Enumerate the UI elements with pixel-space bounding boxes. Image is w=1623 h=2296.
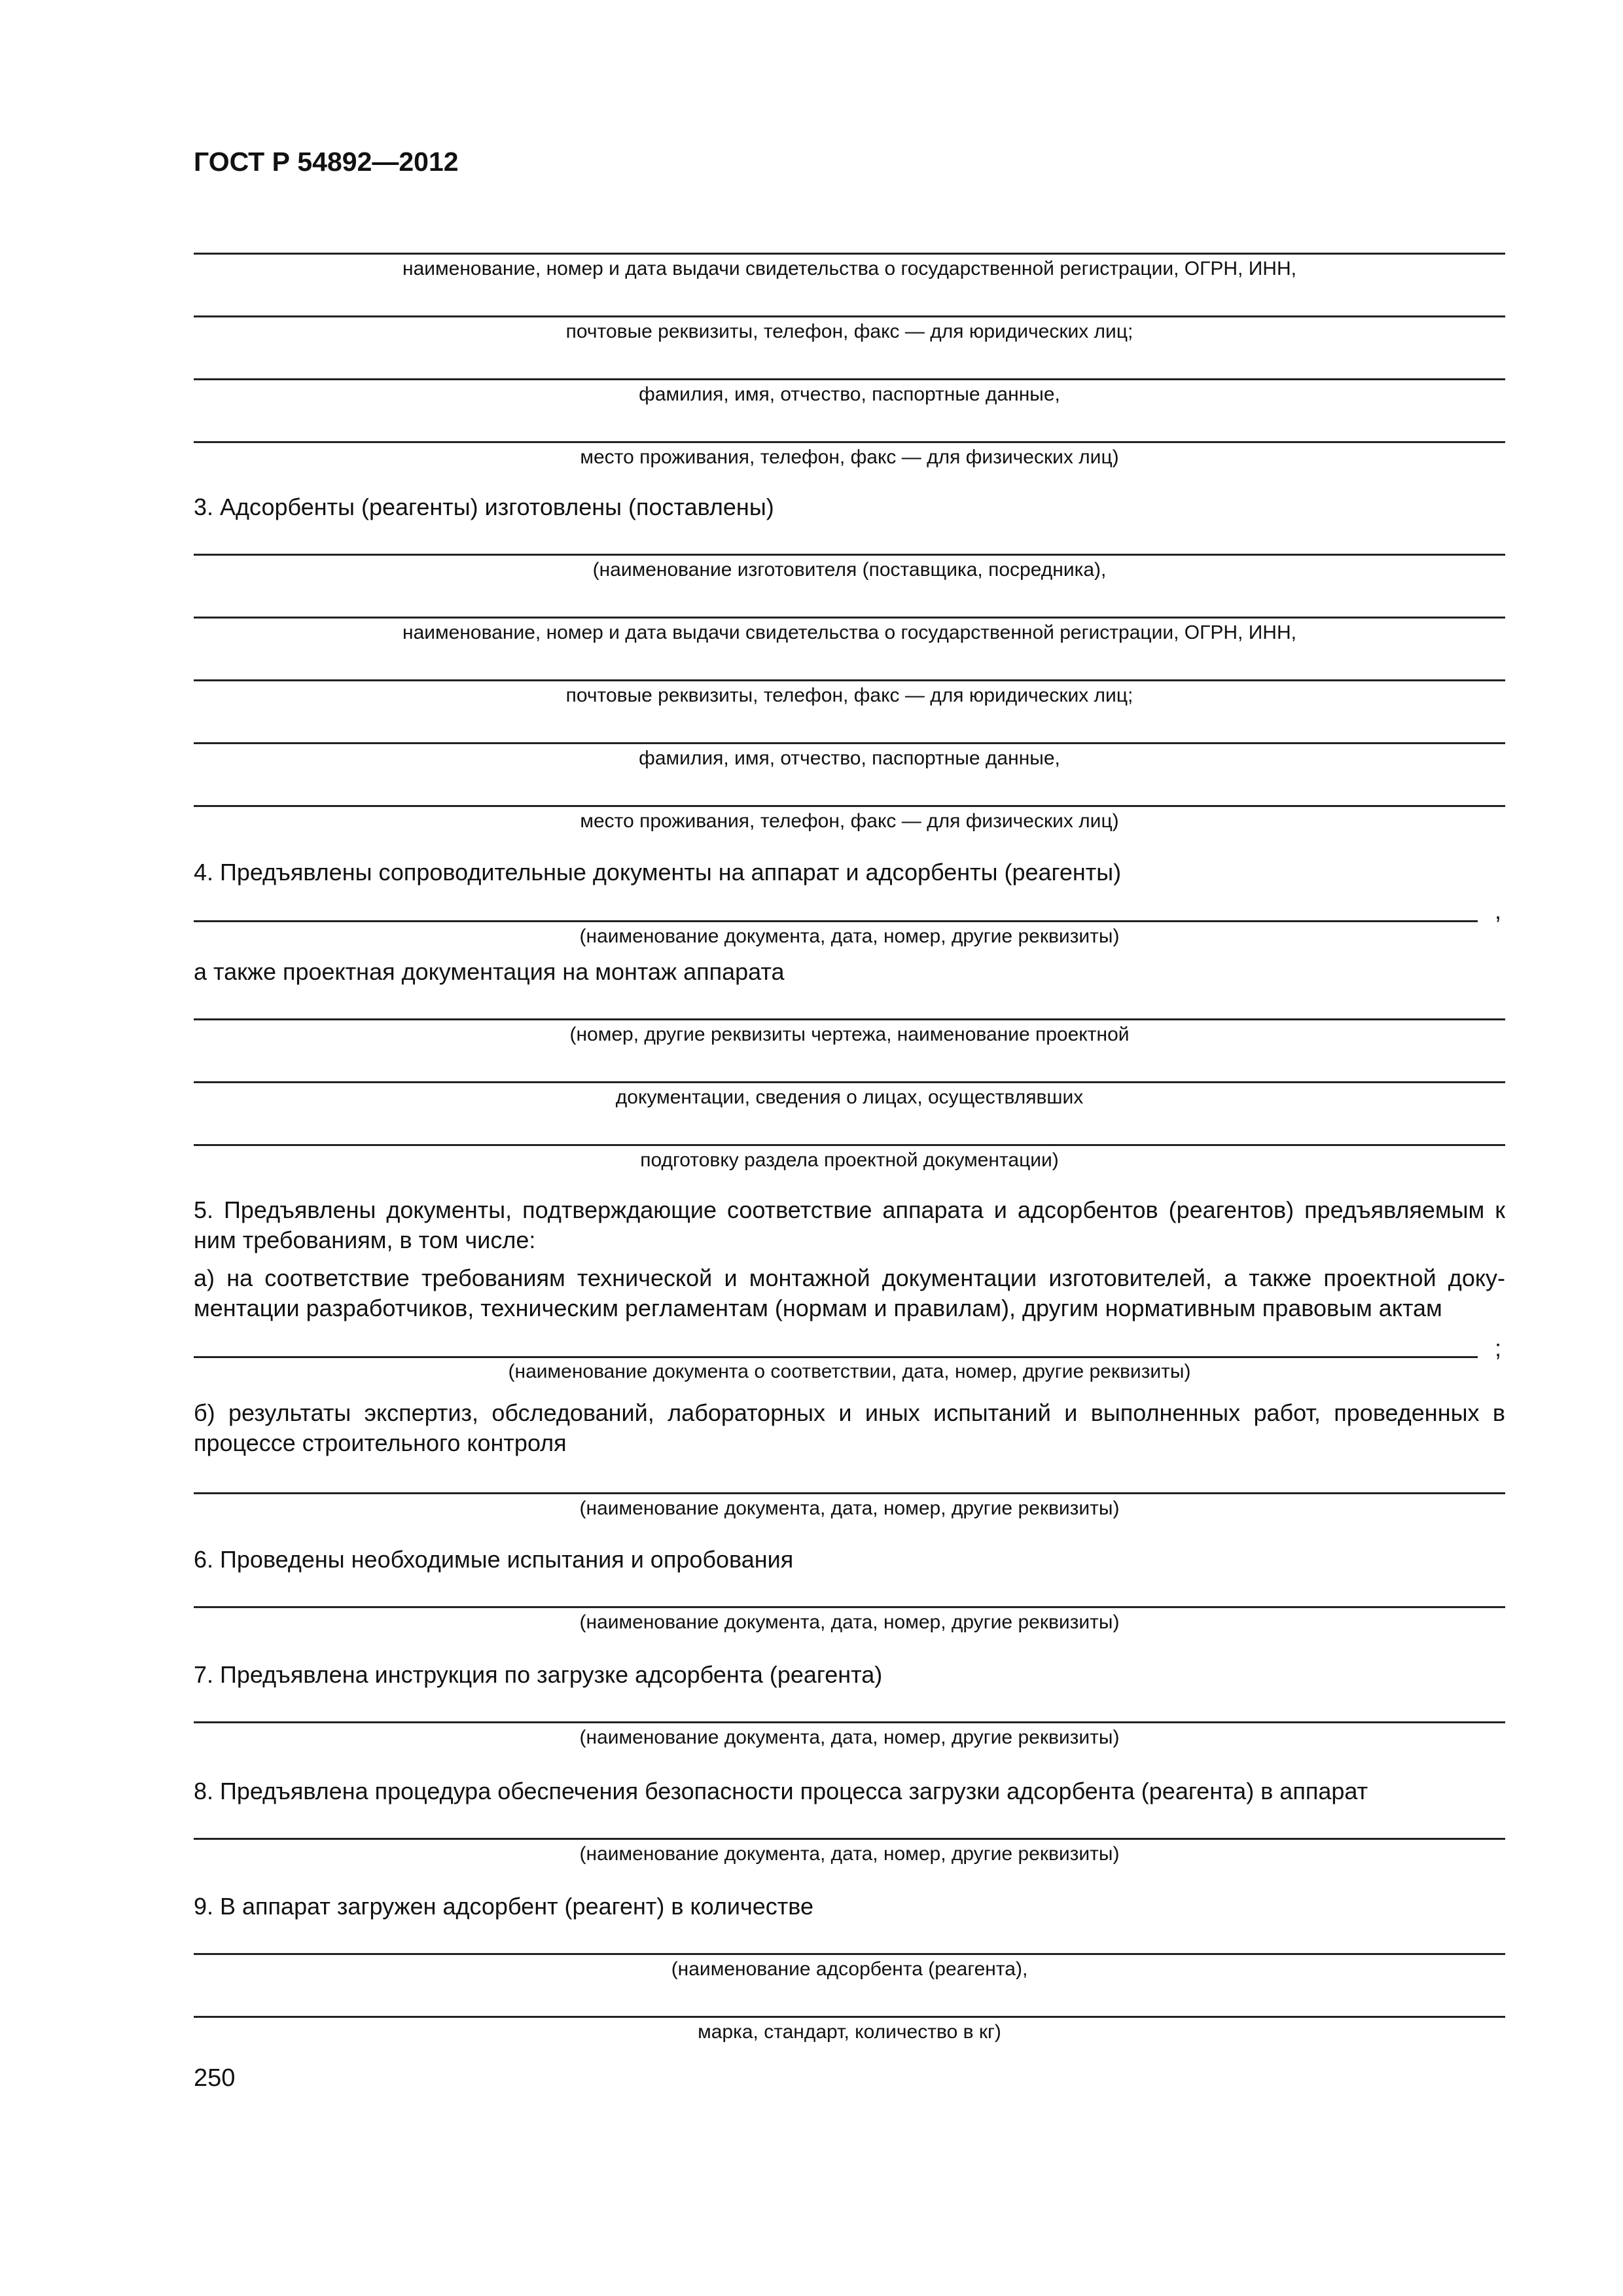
- fill-line[interactable]: [194, 378, 1505, 380]
- section-4-text-2: а также проектная документация на монтаж аппарата: [194, 958, 785, 985]
- fill-line[interactable]: [194, 253, 1505, 255]
- section-5b-text: б) результаты экспертиз, обследований, лабораторных и иных испытаний и выполненных работ, проведенных в процессе строительного контроля: [194, 1399, 1505, 1456]
- fill-line[interactable]: [194, 1838, 1505, 1840]
- section-7-text: 7. Предъявлена инструкция по загрузке адсорбента (реагента): [194, 1661, 883, 1688]
- fill-line[interactable]: [194, 679, 1505, 681]
- field-caption: почтовые реквизиты, телефон, факс — для юридических лиц;: [565, 321, 1133, 342]
- field-caption: документации, сведения о лицах, осуществлявших: [615, 1086, 1084, 1108]
- fill-line[interactable]: [194, 2016, 1505, 2018]
- fill-line[interactable]: [194, 1081, 1505, 1083]
- field-caption: (наименование документа, дата, номер, другие реквизиты): [579, 1843, 1120, 1865]
- fill-line[interactable]: [194, 1492, 1505, 1494]
- fill-line[interactable]: [194, 315, 1505, 317]
- fill-line[interactable]: [194, 1356, 1478, 1358]
- fill-line[interactable]: [194, 1953, 1505, 1955]
- field-caption: (наименование документа, дата, номер, другие реквизиты): [579, 1611, 1120, 1633]
- field-caption: (наименование документа, дата, номер, другие реквизиты): [579, 1498, 1120, 1519]
- fill-line[interactable]: [194, 920, 1478, 922]
- field-caption: место проживания, телефон, факс — для физических лиц): [580, 446, 1119, 468]
- field-caption: место проживания, телефон, факс — для физических лиц): [580, 810, 1119, 832]
- fill-line[interactable]: [194, 441, 1505, 443]
- line-end-comma: ,: [1495, 897, 1502, 924]
- field-caption: (наименование изготовителя (поставщика, посредника),: [592, 559, 1107, 581]
- field-caption: фамилия, имя, отчество, паспортные данные,: [639, 384, 1060, 405]
- fill-line[interactable]: [194, 554, 1505, 556]
- section-5-text: 5. Предъявлены документы, подтверждающие соответствие аппарата и адсорбентов (реагентов) предъявляемым к ним требованиям, в том числе:: [194, 1196, 1505, 1253]
- fill-line[interactable]: [194, 805, 1505, 807]
- field-caption: подготовку раздела проектной документации): [640, 1149, 1059, 1171]
- field-caption: (наименование документа, дата, номер, другие реквизиты): [579, 1727, 1120, 1748]
- field-caption: почтовые реквизиты, телефон, факс — для юридических лиц;: [565, 685, 1133, 706]
- field-caption: (наименование документа о соответствии, дата, номер, другие реквизиты): [508, 1361, 1191, 1382]
- field-caption: фамилия, имя, отчество, паспортные данные,: [639, 747, 1060, 769]
- line-end-semicolon: ;: [1495, 1335, 1502, 1361]
- section-8-text: 8. Предъявлена процедура обеспечения безопасности процесса загрузки адсорбента (реагента) в аппарат: [194, 1778, 1368, 1804]
- fill-line[interactable]: [194, 617, 1505, 619]
- fill-line[interactable]: [194, 742, 1505, 744]
- section-4-text: 4. Предъявлены сопроводительные документы на аппарат и адсорбенты (реагенты): [194, 859, 1122, 886]
- standard-header: ГОСТ Р 54892—2012: [194, 147, 459, 177]
- page-number: 250: [194, 2064, 236, 2092]
- section-5a-text: а) на соответствие требованиям технической и монтажной документации изготовителей, а также проектной документации разработчиков, техническим регламентам (нормам и правилам), другим нормативным правовым актам: [194, 1265, 1505, 1321]
- section-9-text: 9. В аппарат загружен адсорбент (реагент) в количестве: [194, 1893, 813, 1920]
- field-caption: наименование, номер и дата выдачи свидетельства о государственной регистрации, ОГРН, ИНН,: [402, 258, 1296, 279]
- field-caption: (номер, другие реквизиты чертежа, наименование проектной: [569, 1024, 1130, 1045]
- fill-line[interactable]: [194, 1144, 1505, 1146]
- field-caption: наименование, номер и дата выдачи свидетельства о государственной регистрации, ОГРН, ИНН,: [402, 622, 1296, 643]
- section-6-text: 6. Проведены необходимые испытания и опробования: [194, 1546, 794, 1573]
- fill-line[interactable]: [194, 1018, 1505, 1020]
- fill-line[interactable]: [194, 1606, 1505, 1608]
- field-caption: (наименование документа, дата, номер, другие реквизиты): [579, 925, 1120, 947]
- field-caption: марка, стандарт, количество в кг): [698, 2021, 1001, 2043]
- section-3-text: 3. Адсорбенты (реагенты) изготовлены (поставлены): [194, 493, 774, 520]
- field-caption: (наименование адсорбента (реагента),: [671, 1958, 1028, 1980]
- fill-line[interactable]: [194, 1721, 1505, 1723]
